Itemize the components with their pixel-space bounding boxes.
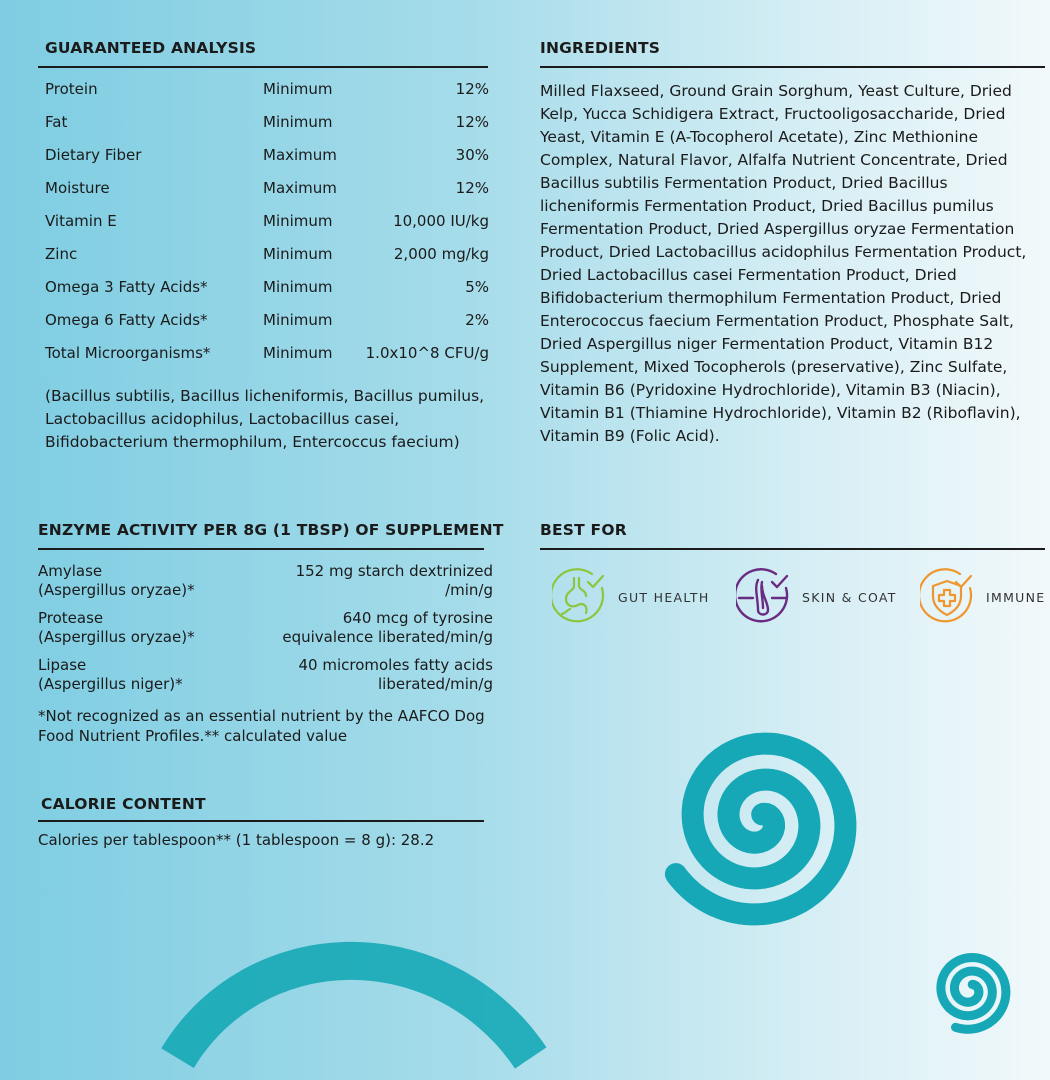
basis: Minimum bbox=[263, 278, 333, 296]
enzyme-activity-title: ENZYME ACTIVITY PER 8G (1 TBSP) OF SUPPLEMENT bbox=[38, 521, 504, 539]
ingredients-list: Milled Flaxseed, Ground Grain Sorghum, Yeast Culture, Dried Kelp, Yucca Schidigera Extract, Fructooligosaccharide, Dried Yeast, Vitamin E (A-Tocopherol Acetate), Zinc Methionine Complex, Natural Flavor, Alfalfa Nutrient Concentrate, Dried Bacillus subtilis Fermentation Product, Dried Bacillus licheniformis Fermentation Product, Dried Bacillus pumilus Fermentation Product, Dried Aspergillus oryzae Fermentation Product, Dried Lactobacillus acidophilus Fermentation Product, Dried Lactobacillus casei Fermentation Product, Dried Bifidobacterium thermophilum Fermentation Product, Dried Enterococcus faecium Fermentation Product, Phosphate Salt, Dried Aspergillus niger Fermentation Product, Vitamin B12 Supplement, Mixed Tocopherols (preservative), Zinc Sulfate, Vitamin B6 (Pyridoxine Hydrochloride), Vitamin B3 (Niacin), Vitamin B1 (Thiamine Hydrochloride), Vitamin B2 (Riboflavin), Vitamin B9 (Folic Acid). bbox=[540, 82, 1027, 445]
activity-line-1: 640 mcg of tyrosine bbox=[342, 609, 493, 627]
enzyme-source: (Aspergillus niger)* bbox=[38, 675, 183, 693]
amount: 12% bbox=[455, 179, 489, 197]
nutrient-name: Omega 6 Fatty Acids* bbox=[45, 311, 208, 329]
best-for-immune bbox=[920, 568, 1045, 626]
divider bbox=[38, 66, 488, 68]
enzyme-row bbox=[38, 656, 493, 696]
nutrient-name: Dietary Fiber bbox=[45, 146, 142, 164]
activity-line-1: 40 micromoles fatty acids bbox=[298, 656, 493, 674]
basis: Minimum bbox=[263, 212, 333, 230]
nutrient-name: Vitamin E bbox=[45, 212, 117, 230]
spiral-background-partial bbox=[178, 961, 531, 1058]
best-for-label: IMMUNE bbox=[986, 589, 1046, 605]
enzyme-row bbox=[38, 562, 493, 602]
analysis-row bbox=[45, 113, 489, 135]
best-for-label: SKIN & COAT bbox=[802, 589, 897, 605]
best-for-gut-health bbox=[552, 568, 710, 626]
amount: 5% bbox=[465, 278, 489, 296]
enzyme-row bbox=[38, 609, 493, 649]
spiral-logo-small bbox=[941, 958, 1006, 1030]
enzyme-name: Lipase bbox=[38, 656, 87, 674]
activity-line-1: 152 mg starch dextrinized bbox=[295, 562, 493, 580]
analysis-row bbox=[45, 212, 489, 234]
analysis-row bbox=[45, 179, 489, 201]
basis: Minimum bbox=[263, 344, 333, 362]
calorie-content-title: CALORIE CONTENT bbox=[41, 795, 206, 813]
hair-follicle-check-icon bbox=[736, 568, 794, 626]
shield-cross-check-icon bbox=[920, 568, 978, 626]
nutrient-name: Moisture bbox=[45, 179, 110, 197]
amount: 30% bbox=[455, 146, 489, 164]
best-for-title: BEST FOR bbox=[540, 521, 627, 539]
amount: 10,000 IU/kg bbox=[393, 212, 489, 230]
footnote: *Not recognized as an essential nutrient by the AAFCO Dog Food Nutrient Profiles.** calculated value bbox=[38, 707, 485, 745]
divider bbox=[540, 548, 1045, 550]
basis: Minimum bbox=[263, 80, 333, 98]
nutrient-name: Protein bbox=[45, 80, 98, 98]
analysis-row bbox=[45, 245, 489, 267]
activity-line-2: /min/g bbox=[445, 581, 493, 599]
basis: Maximum bbox=[263, 179, 337, 197]
ingredients-title: INGREDIENTS bbox=[540, 39, 661, 57]
analysis-row bbox=[45, 80, 489, 102]
divider bbox=[540, 66, 1045, 68]
basis: Maximum bbox=[263, 146, 337, 164]
amount: 12% bbox=[455, 80, 489, 98]
best-for-skin-coat bbox=[736, 568, 897, 626]
activity-line-2: equivalence liberated/min/g bbox=[282, 628, 493, 646]
amount: 12% bbox=[455, 113, 489, 131]
analysis-row bbox=[45, 146, 489, 168]
amount: 2,000 mg/kg bbox=[393, 245, 489, 263]
basis: Minimum bbox=[263, 311, 333, 329]
nutrient-name: Fat bbox=[45, 113, 68, 131]
calorie-text: Calories per tablespoon** (1 tablespoon = 8 g): 28.2 bbox=[38, 831, 435, 849]
enzyme-name: Amylase bbox=[38, 562, 103, 580]
basis: Minimum bbox=[263, 245, 333, 263]
nutrient-name: Zinc bbox=[45, 245, 78, 263]
nutrient-name: Omega 3 Fatty Acids* bbox=[45, 278, 208, 296]
enzyme-source: (Aspergillus oryzae)* bbox=[38, 628, 195, 646]
best-for-label: GUT HEALTH bbox=[618, 589, 710, 605]
enzyme-source: (Aspergillus oryzae)* bbox=[38, 581, 195, 599]
analysis-row bbox=[45, 311, 489, 333]
divider bbox=[38, 548, 484, 550]
microorganism-note: (Bacillus subtilis, Bacillus licheniformis, Bacillus pumilus, Lactobacillus acidophilus, Lactobacillus casei, Bifidobacterium thermophilum, Entercoccus faecium) bbox=[45, 387, 485, 451]
enzyme-name: Protease bbox=[38, 609, 104, 627]
guaranteed-analysis-title: GUARANTEED ANALYSIS bbox=[45, 39, 257, 57]
amount: 1.0x10^8 CFU/g bbox=[365, 344, 489, 362]
nutrient-name: Total Microorganisms* bbox=[45, 344, 211, 362]
stomach-check-icon bbox=[552, 568, 610, 626]
analysis-row bbox=[45, 278, 489, 300]
basis: Minimum bbox=[263, 113, 333, 131]
amount: 2% bbox=[465, 311, 489, 329]
divider bbox=[38, 820, 484, 822]
spiral-logo-large bbox=[676, 744, 846, 915]
activity-line-2: liberated/min/g bbox=[378, 675, 493, 693]
analysis-row bbox=[45, 344, 489, 366]
